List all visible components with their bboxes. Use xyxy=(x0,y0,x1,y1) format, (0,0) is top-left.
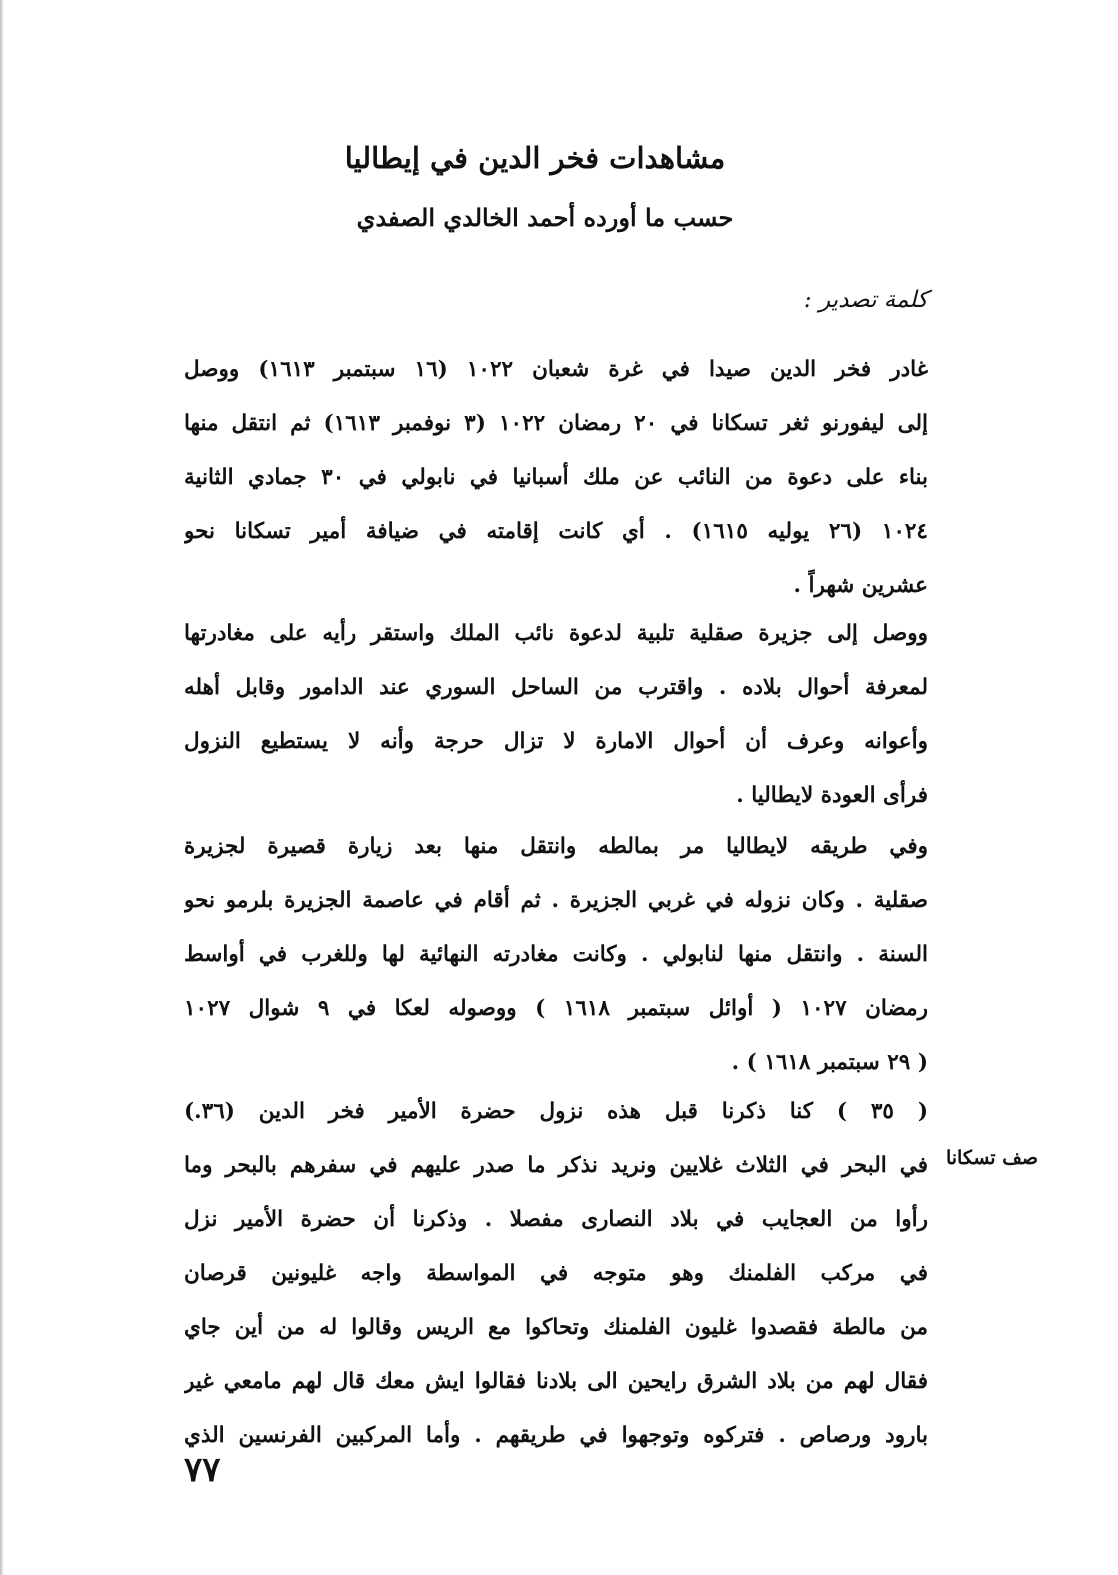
page-edge xyxy=(0,0,4,1575)
text-line: غادر فخر الدين صيدا في غرة شعبان ١٠٢٢ (١٦ سبتمبر ١٦١٣) ووصل xyxy=(184,357,928,382)
text-line: السنة . وانتقل منها لنابولي . وكانت مغادرته النهائية لها وللغرب في أواسط xyxy=(184,942,928,967)
text-line: ( ٢٩ سبتمبر ١٦١٨ ) . xyxy=(731,1050,928,1075)
text-line: لمعرفة أحوال بلاده . واقترب من الساحل السوري عند الدامور وقابل أهله xyxy=(184,675,928,700)
text-line: رمضان ١٠٢٧ ( أوائل سبتمبر ١٦١٨ ) ووصوله لعكا في ٩ شوال ١٠٢٧ xyxy=(184,996,928,1021)
text-line: صقلية . وكان نزوله في غربي الجزيرة . ثم أقام في عاصمة الجزيرة بلرمو نحو xyxy=(184,888,928,913)
page-number: ٧٧ xyxy=(184,1450,221,1490)
text-line: إلى ليفورنو ثغر تسكانا في ٢٠ رمضان ١٠٢٢ (٣ نوفمبر ١٦١٣) ثم انتقل منها xyxy=(184,411,928,436)
paragraph-4 xyxy=(184,1085,928,1463)
text-line: بناء على دعوة من النائب عن ملك أسبانيا في نابولي في ٣٠ جمادي الثانية xyxy=(184,465,928,490)
text-line: ١٠٢٤ (٢٦ يوليه ١٦١٥) . أي كانت إقامته في ضيافة أمير تسكانا نحو xyxy=(184,519,928,544)
text-line: ( ٣٥ ) كنا ذكرنا قبل هذه نزول حضرة الأمير فخر الدين (٣٦.) xyxy=(184,1099,928,1124)
text-line: وأعوانه وعرف أن أحوال الامارة لا تزال حرجة وأنه لا يستطيع النزول xyxy=(184,729,928,754)
page-subtitle: حسب ما أورده أحمد الخالدي الصفدي xyxy=(356,203,734,232)
text-line: فقال لهم من بلاد الشرق رايحين الى بلادنا فقالوا ايش معك قال لهم مامعي غير xyxy=(184,1369,928,1394)
text-line: من مالطة فقصدوا غليون الفلمنك وتحاكوا مع الريس وقالوا له من أين جاي xyxy=(184,1315,928,1340)
paragraph-2 xyxy=(184,607,928,823)
paragraph-3 xyxy=(184,820,928,1090)
paragraph-1 xyxy=(184,343,928,613)
text-line: في البحر في الثلاث غلايين ونريد نذكر ما صدر عليهم في سفرهم بالبحر وما xyxy=(184,1153,928,1178)
margin-note: صف تسكانا xyxy=(945,1147,1038,1169)
text-line: في مركب الفلمنك وهو متوجه في المواسطة واجه غليونين قرصان xyxy=(184,1261,928,1286)
page-title: مشاهدات فخر الدين في إيطاليا xyxy=(344,141,726,175)
text-line: عشرين شهراً . xyxy=(793,573,928,598)
text-line: فرأى العودة لايطاليا . xyxy=(736,783,928,808)
text-line: بارود ورصاص . فتركوه وتوجهوا في طريقهم . وأما المركبين الفرنسين الذي xyxy=(184,1423,928,1448)
text-line: رأوا من العجايب في بلاد النصارى مفصلا . وذكرنا أن حضرة الأمير نزل xyxy=(184,1207,928,1232)
preface-heading: كلمة تصدير : xyxy=(803,287,928,313)
text-line: وفي طريقه لايطاليا مر بمالطه وانتقل منها بعد زيارة قصيرة لجزيرة xyxy=(184,834,928,859)
text-line: ووصل إلى جزيرة صقلية تلبية لدعوة نائب الملك واستقر رأيه على مغادرتها xyxy=(184,621,928,646)
